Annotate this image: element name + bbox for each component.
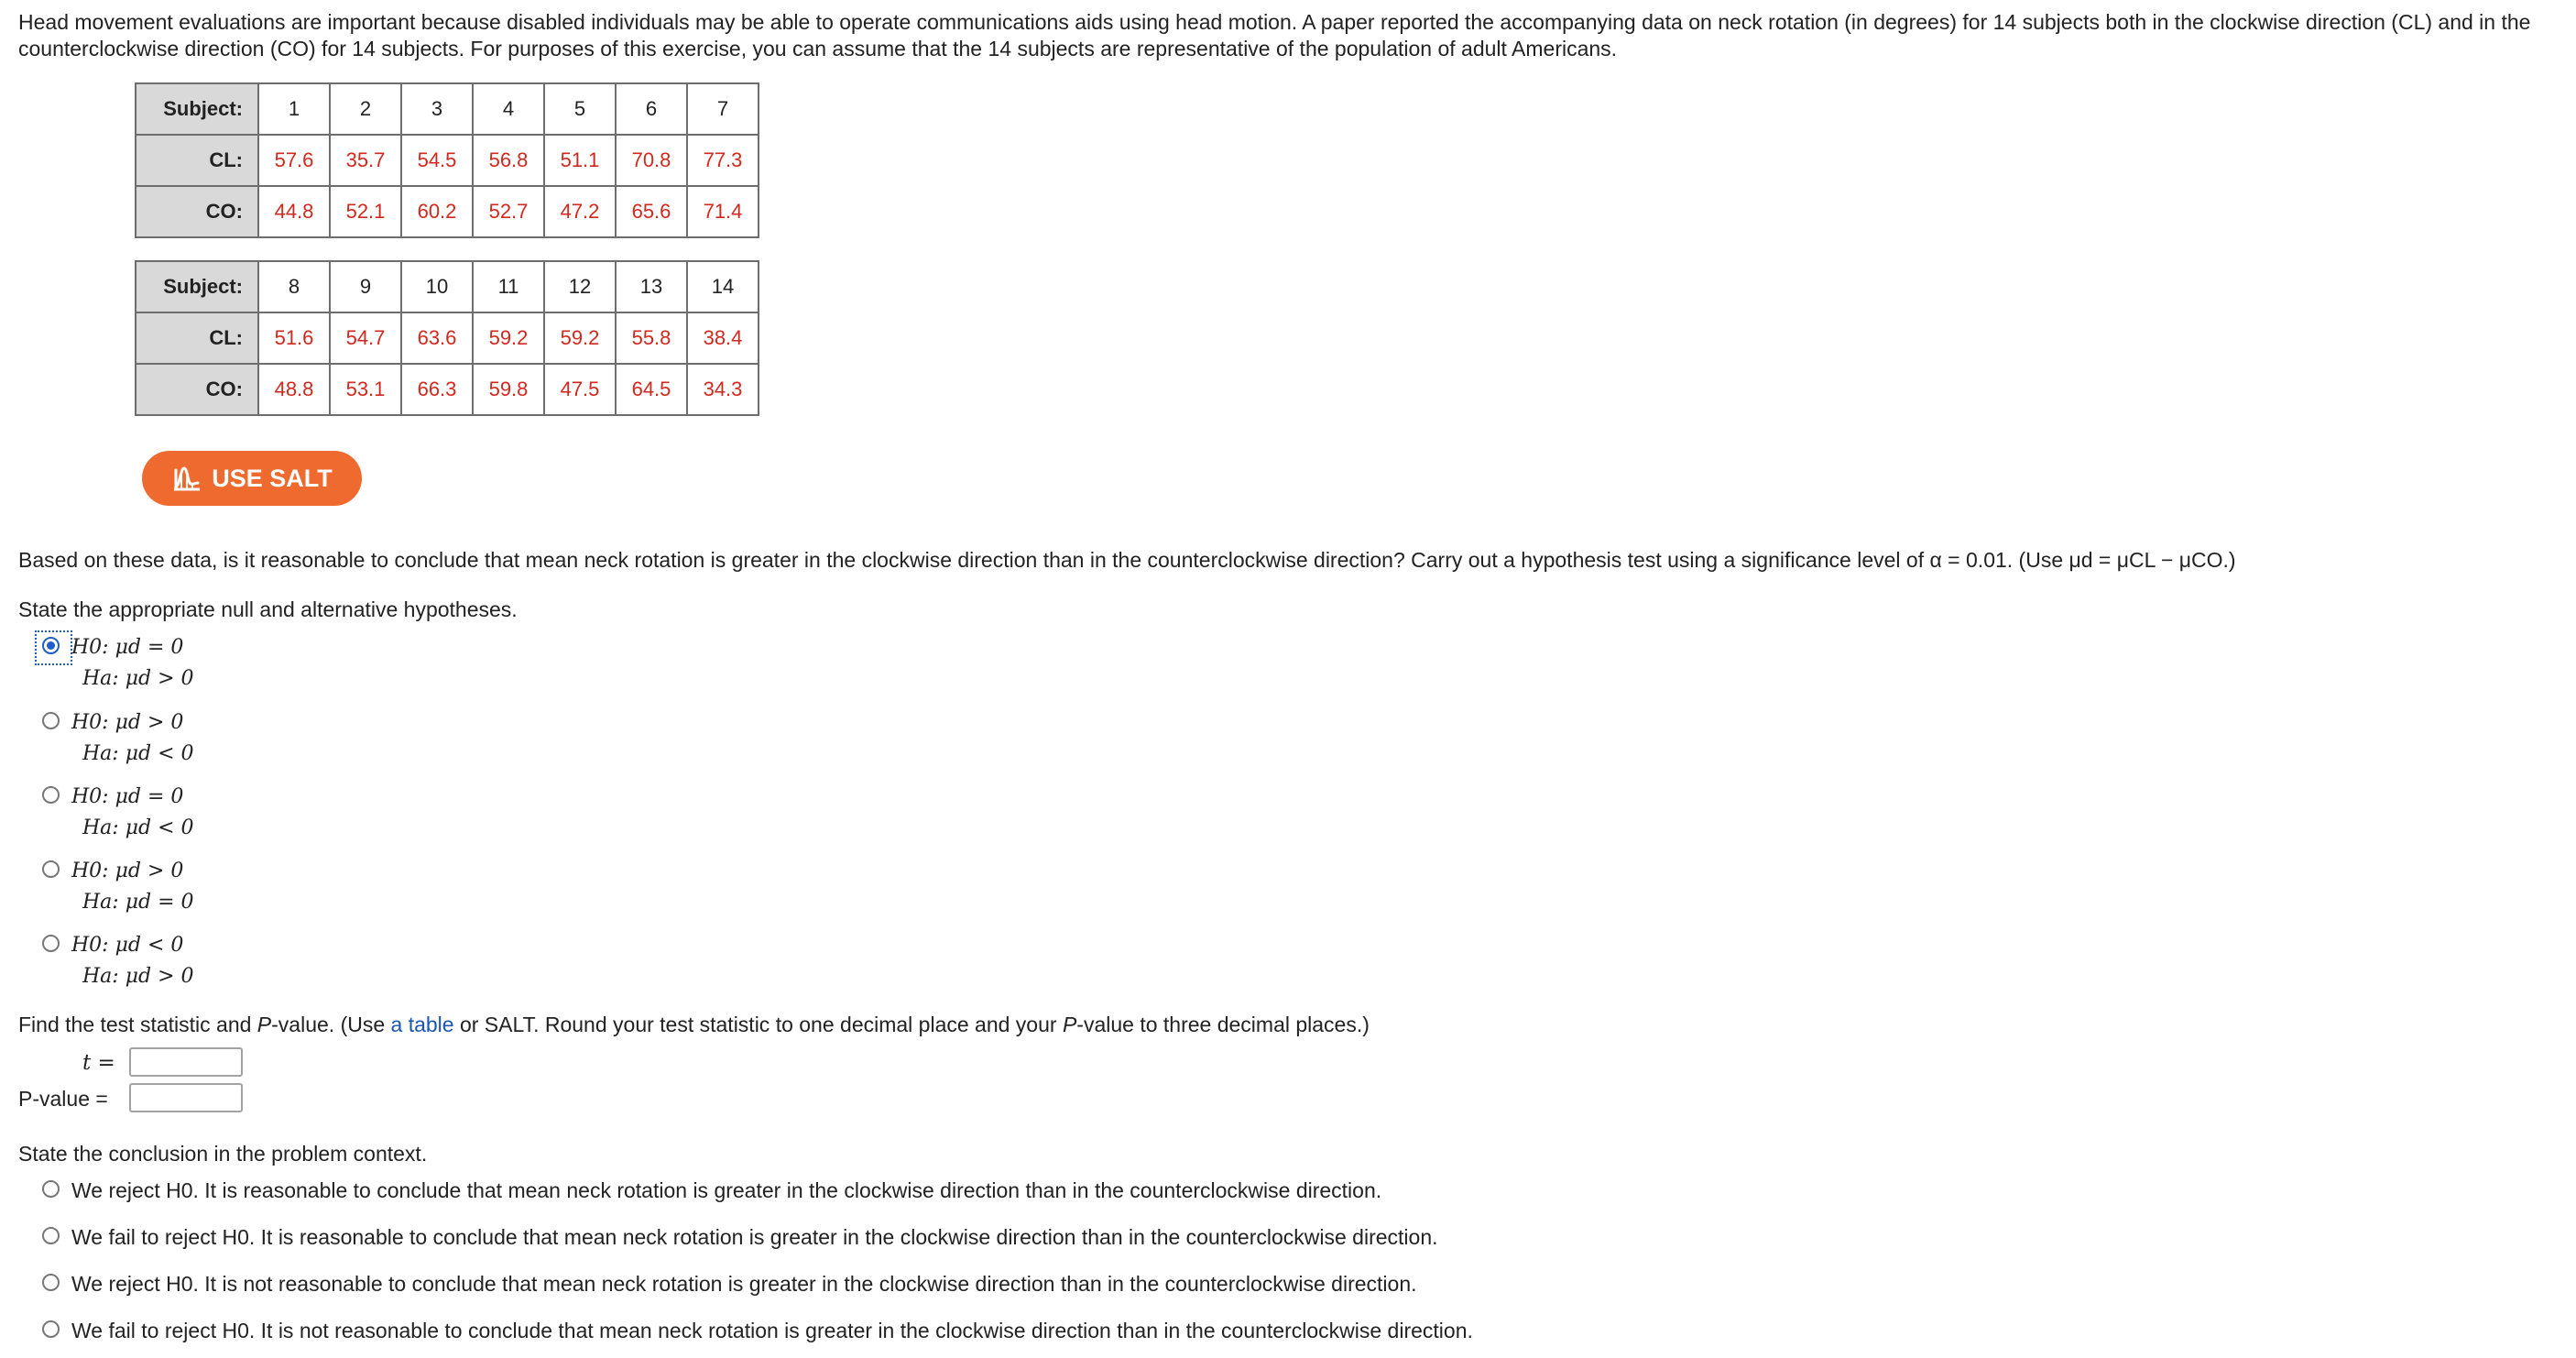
subject-cell: 2 [330,83,401,135]
co-cell: 65.6 [616,186,687,237]
subject-cell: 11 [473,261,544,312]
p-value-input[interactable] [129,1083,243,1112]
co-cell: 34.3 [687,364,759,415]
subject-cell: 4 [473,83,544,135]
subject-row [136,83,759,135]
find-text-part: P [257,1013,272,1036]
radio-button[interactable] [42,1227,60,1244]
alt-hypothesis: Ha: μd < 0 [82,816,194,839]
subject-cell: 1 [258,83,330,135]
subject-cell: 6 [616,83,687,135]
cl-cell: 54.7 [330,312,401,364]
alt-hypothesis: Ha: μd > 0 [82,965,194,988]
subject-cell: 7 [687,83,759,135]
problem-intro: Head movement evaluations are important because disabled individuals may be able to operate communications aids using head motion. A paper reported the accompanying data on neck rotation (in degrees) for 14 subjects both in the clockwise direction (CL) and in the counterclockwise direction (CO) for 14 subjects. For purposes of this exercise, you can assume that the 14 subjects are representative of the population of adult Americans. [18,10,2531,60]
cl-cell: 77.3 [687,135,759,186]
co-row [136,364,759,415]
alt-hypothesis: Ha: μd < 0 [82,742,194,765]
subject-header: Subject: [136,261,258,312]
use-salt-button[interactable] [142,451,362,506]
co-cell: 47.5 [544,364,616,415]
cl-cell: 56.8 [473,135,544,186]
co-cell: 64.5 [616,364,687,415]
data-table-1 [135,82,759,238]
cl-cell: 70.8 [616,135,687,186]
cl-header: CL: [136,312,258,364]
co-cell: 59.8 [473,364,544,415]
null-hypothesis: H0: μd > 0 [71,711,184,734]
null-hypothesis: H0: μd = 0 [71,785,184,808]
subject-cell: 9 [330,261,401,312]
find-instructions [18,1013,1370,1037]
radio-button[interactable] [42,935,60,952]
radio-button[interactable] [42,1180,60,1198]
null-hypothesis: H0: μd < 0 [71,934,184,957]
co-cell: 53.1 [330,364,401,415]
co-header: CO: [136,364,258,415]
find-text-part: P [1062,1013,1077,1036]
find-text-part: Find the test statistic and [18,1013,257,1036]
subject-cell: 12 [544,261,616,312]
salt-chart-icon [171,463,202,494]
conclusion-text: We fail to reject H0. It is not reasonable to conclude that mean neck rotation is greater in the clockwise direction than in the counterclockwise direction. [71,1319,1473,1342]
p-value-label: P-value = [18,1087,108,1111]
cl-cell: 51.6 [258,312,330,364]
subject-cell: 3 [401,83,473,135]
find-text-part: or SALT. Round your test statistic to one decimal place and your [453,1013,1063,1036]
radio-button-selected[interactable] [42,637,60,654]
co-cell: 52.1 [330,186,401,237]
co-cell: 66.3 [401,364,473,415]
cl-row [136,135,759,186]
conclusion-prompt: State the conclusion in the problem context. [18,1142,428,1166]
use-salt-label: USE SALT [212,464,333,492]
question-body: Based on these data, is it reasonable to conclude that mean neck rotation is greater in the clockwise direction than in the counterclockwise direction? Carry out a hypothesis test using a significance level of α = 0.01. (Use μd = μCL − μCO.) [18,548,2236,572]
cl-cell: 63.6 [401,312,473,364]
radio-button[interactable] [42,860,60,878]
cl-cell: 59.2 [544,312,616,364]
data-table-2 [135,260,759,416]
subject-cell: 5 [544,83,616,135]
subject-cell: 8 [258,261,330,312]
radio-button[interactable] [42,1274,60,1291]
co-cell: 60.2 [401,186,473,237]
cl-cell: 59.2 [473,312,544,364]
subject-header: Subject: [136,83,258,135]
null-hypothesis: H0: μd > 0 [71,860,184,882]
co-cell: 71.4 [687,186,759,237]
cl-row [136,312,759,364]
null-hypothesis: H0: μd = 0 [71,636,184,659]
cl-cell: 35.7 [330,135,401,186]
table-link[interactable]: a table [390,1013,454,1036]
co-cell: 44.8 [258,186,330,237]
cl-cell: 54.5 [401,135,473,186]
subject-row [136,261,759,312]
t-statistic-input[interactable] [129,1047,243,1077]
subject-cell: 13 [616,261,687,312]
radio-button[interactable] [42,786,60,804]
co-cell: 47.2 [544,186,616,237]
co-header: CO: [136,186,258,237]
alt-hypothesis: Ha: μd = 0 [82,891,194,914]
co-cell: 52.7 [473,186,544,237]
hypotheses-prompt: State the appropriate null and alternative hypotheses. [18,597,518,621]
subject-cell: 10 [401,261,473,312]
question-text [18,548,2236,573]
radio-button[interactable] [42,712,60,729]
cl-cell: 55.8 [616,312,687,364]
conclusion-text: We reject H0. It is not reasonable to conclude that mean neck rotation is greater in the clockwise direction than in the counterclockwise direction. [71,1272,1417,1296]
t-label: t = [82,1051,115,1075]
find-text-part: -value to three decimal places.) [1076,1013,1370,1036]
radio-button[interactable] [42,1320,60,1338]
cl-header: CL: [136,135,258,186]
cl-cell: 51.1 [544,135,616,186]
conclusion-text: We fail to reject H0. It is reasonable to conclude that mean neck rotation is greater in the clockwise direction than in the counterclockwise direction. [71,1225,1438,1249]
alt-hypothesis: Ha: μd > 0 [82,667,194,690]
conclusion-text: We reject H0. It is reasonable to conclude that mean neck rotation is greater in the clockwise direction than in the counterclockwise direction. [71,1178,1382,1202]
cl-cell: 38.4 [687,312,759,364]
cl-cell: 57.6 [258,135,330,186]
co-row [136,186,759,237]
co-cell: 48.8 [258,364,330,415]
subject-cell: 14 [687,261,759,312]
find-text-part: -value. (Use [271,1013,391,1036]
